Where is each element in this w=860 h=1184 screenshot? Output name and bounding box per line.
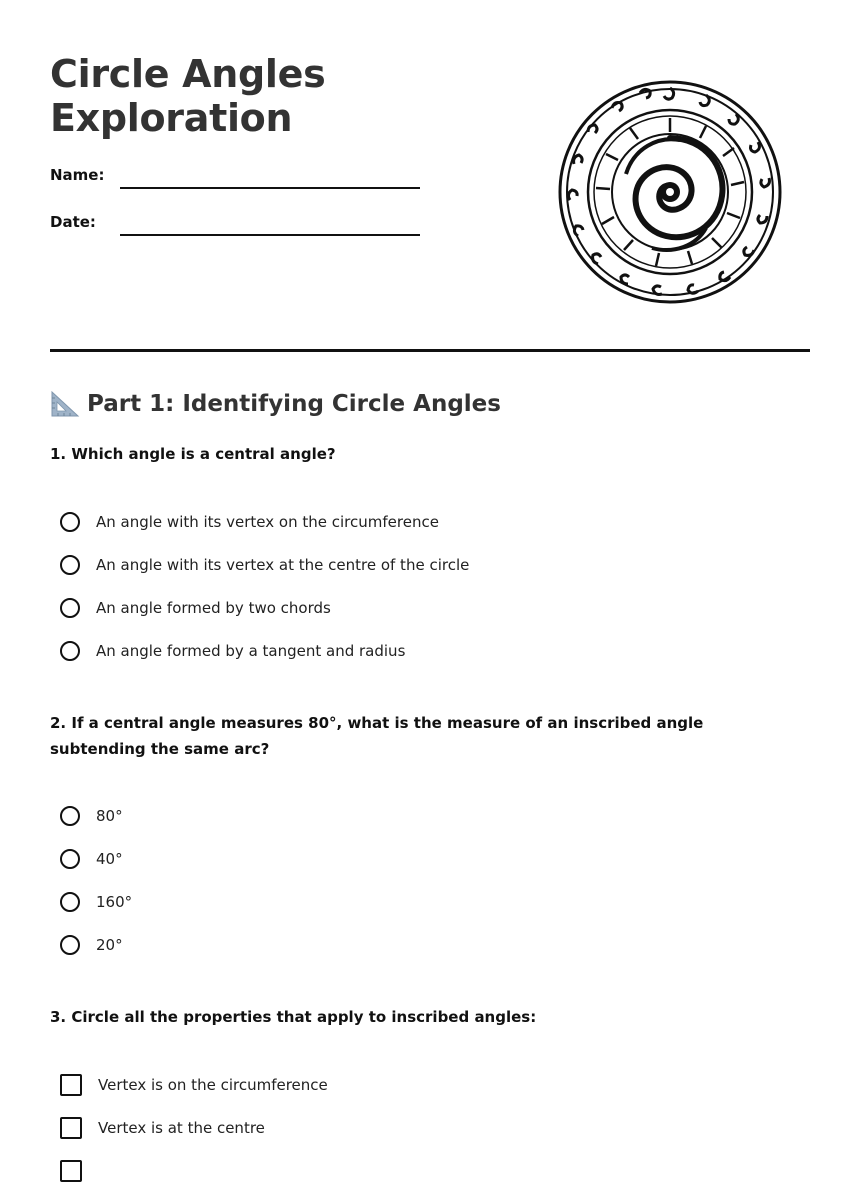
- radio-button[interactable]: [60, 641, 80, 661]
- question-2-option-2[interactable]: [60, 846, 123, 872]
- question-1-option-3[interactable]: [60, 595, 331, 621]
- question-1-option-4[interactable]: [60, 638, 405, 664]
- question-2-prompt: 2. If a central angle measures 80°, what is the measure of an inscribed angle subtending the same arc?: [50, 714, 704, 758]
- radio-button[interactable]: [60, 806, 80, 826]
- radio-button[interactable]: [60, 935, 80, 955]
- option-label: 160°: [96, 893, 133, 911]
- section-title: Part 1: Identifying Circle Angles: [87, 391, 501, 417]
- name-field[interactable]: [120, 187, 420, 189]
- question-3-option-3[interactable]: [60, 1158, 82, 1184]
- option-label: An angle formed by a tangent and radius: [96, 642, 406, 660]
- question-1-prompt: 1. Which angle is a central angle?: [50, 445, 336, 463]
- checkbox[interactable]: [60, 1160, 82, 1182]
- question-3-option-2[interactable]: [60, 1115, 265, 1141]
- date-label: Date:: [50, 213, 96, 231]
- question-1-option-1[interactable]: [60, 509, 439, 535]
- title-line-2: Exploration: [50, 96, 293, 140]
- option-label: An angle with its vertex on the circumference: [96, 513, 439, 531]
- title-line-1: Circle Angles: [50, 52, 326, 96]
- question-2-option-1[interactable]: [60, 803, 123, 829]
- option-label: 40°: [96, 850, 123, 868]
- set-square-icon: [50, 390, 80, 418]
- koru-spiral-emblem-icon: [556, 78, 784, 306]
- option-label: Vertex is at the centre: [98, 1119, 265, 1137]
- option-label: An angle formed by two chords: [96, 599, 331, 617]
- name-label: Name:: [50, 166, 105, 184]
- option-label: 20°: [96, 936, 123, 954]
- option-label: An angle with its vertex at the centre of the circle: [96, 556, 470, 574]
- checkbox[interactable]: [60, 1117, 82, 1139]
- header-divider: [50, 349, 810, 352]
- page-title: [50, 52, 380, 140]
- radio-button[interactable]: [60, 512, 80, 532]
- radio-button[interactable]: [60, 892, 80, 912]
- radio-button[interactable]: [60, 598, 80, 618]
- question-2-option-3[interactable]: [60, 889, 132, 915]
- checkbox[interactable]: [60, 1074, 82, 1096]
- question-2-option-4[interactable]: [60, 932, 123, 958]
- option-label: Vertex is on the circumference: [98, 1076, 328, 1094]
- question-1-option-2[interactable]: [60, 552, 469, 578]
- question-3-option-1[interactable]: [60, 1072, 328, 1098]
- date-field[interactable]: [120, 234, 420, 236]
- radio-button[interactable]: [60, 555, 80, 575]
- question-3-prompt: 3. Circle all the properties that apply to inscribed angles:: [50, 1008, 537, 1026]
- option-label: 80°: [96, 807, 123, 825]
- radio-button[interactable]: [60, 849, 80, 869]
